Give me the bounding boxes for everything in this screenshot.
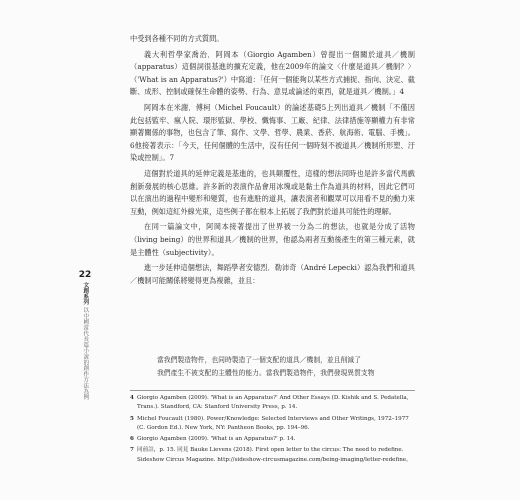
series-title: 文創系列: [82, 282, 89, 306]
footnote: [130, 415, 415, 434]
book-subtitle: 以中國當代長篇小說的創作方法為例: [82, 307, 89, 401]
paragraph: 這個對於道具的延伸定義是基進的，也具顛覆性，這樣的想法同時也是許多當代馬戲創新發展的核心思維。許多新的表演作品會用冰塊或是黏土作為道具的材料，因此它們可以在演出的過程中變形和變質，也有進駐的道具，讓表演者和觀眾可以用看不見的動力來互動，例如這紅外線光束，這些例子都在根本上拓展了我們對於道具可能性的理解。: [130, 168, 415, 216]
footnote: [130, 446, 415, 465]
paragraph: 義大利哲學家喬治．阿岡本（Giorgio Agamben）曾提出一個關於道具／機制（apparatus）這個詞很基進的擴充定義，他在2009年的論文〈什麼是道具／機制？〉（'What is an Apparatus?'）中寫道：「任何一個能夠以某些方式捕捉、指向、決定、截斷、成形、控制或確保生命體的姿勢、行為、意見或論述的東西，就是道具／機制。」4: [130, 49, 415, 97]
block-quote: [157, 354, 417, 380]
footnote: [130, 394, 415, 413]
paragraph: 中受到各種不同的方式質問。: [130, 34, 224, 43]
footnote-text: 同前註，p. 15. 同見 Bauke Lievens (2018). First open letter to the circus: The need to redefine. Sideshow Circus Magazine. http://sideshow-circusmagazine.com/being-imaging/letter-redefine。: [137, 447, 412, 463]
footnotes: [130, 394, 415, 467]
paragraph: 進一步延伸這個想法，舞蹈學者安德烈．勒沛奇（André Lepecki）認為我們和道具／機制可能關係將變得更為複雜，並且：: [130, 263, 415, 285]
quote-line: 當我們製造物件，也同時製造了一個支配的道具／機制，並且削減了: [157, 356, 361, 364]
body-text: [130, 33, 415, 290]
footnote-number: 7: [130, 447, 134, 454]
footnote-number: 5: [130, 415, 134, 422]
page-margin: [72, 270, 98, 400]
paragraph: 阿岡本在米謝．傅柯（Michel Foucault）的論述基礎5上列出道具／機制「不僅因此包括監牢、瘋人院、環形監獄、學校、懺悔事、工廠、紀律、法律措施等顯權力有非常顯著關係的事物，也包含了筆、寫作、文學、哲學、農業、香菸、航海術、電腦、手機」。6他接著表示：「今天，任何個體的生活中，沒有任何一個時刻不被道具／機制所形塑、汙染或控制」。7: [130, 102, 415, 163]
page-number: 22: [78, 270, 92, 280]
footnote-text: Giorgio Agamben (2009). 'What is an Apparatus?' p. 14.: [137, 436, 296, 443]
footnote-text: Michel Foucault (1980). Power/Knowledge: Selected Interviews and Other Writings, 1972–1977 (C. Gordon Ed.). New York, NY: Pantheon Books, pp. 194–96.: [137, 415, 409, 431]
footnote-divider: [130, 390, 415, 391]
footnote-number: 4: [130, 395, 134, 401]
footnote-text: Giorgio Agamben (2009). 'What is an Apparatus?' And Other Essays (D. Kishik and S. Pedatella, Trans.). Standford, CA: Stanford University Press, p. 14.: [137, 395, 409, 411]
quote-line: 我們產生不被支配的主體性的能力。當我們製造物件，我們發現異質支物: [157, 369, 375, 377]
paragraph: 在同一篇論文中，阿岡本接著提出了世界被一分為二的想法，也就是分成了活物（living being）的世界和道具／機制的世界，他認為兩者互動後產生的第三種元素，就是主體性（subjectivity）。: [130, 222, 415, 257]
footnote-number: 6: [130, 436, 134, 443]
footnote: [130, 435, 415, 444]
running-header: [82, 282, 89, 400]
